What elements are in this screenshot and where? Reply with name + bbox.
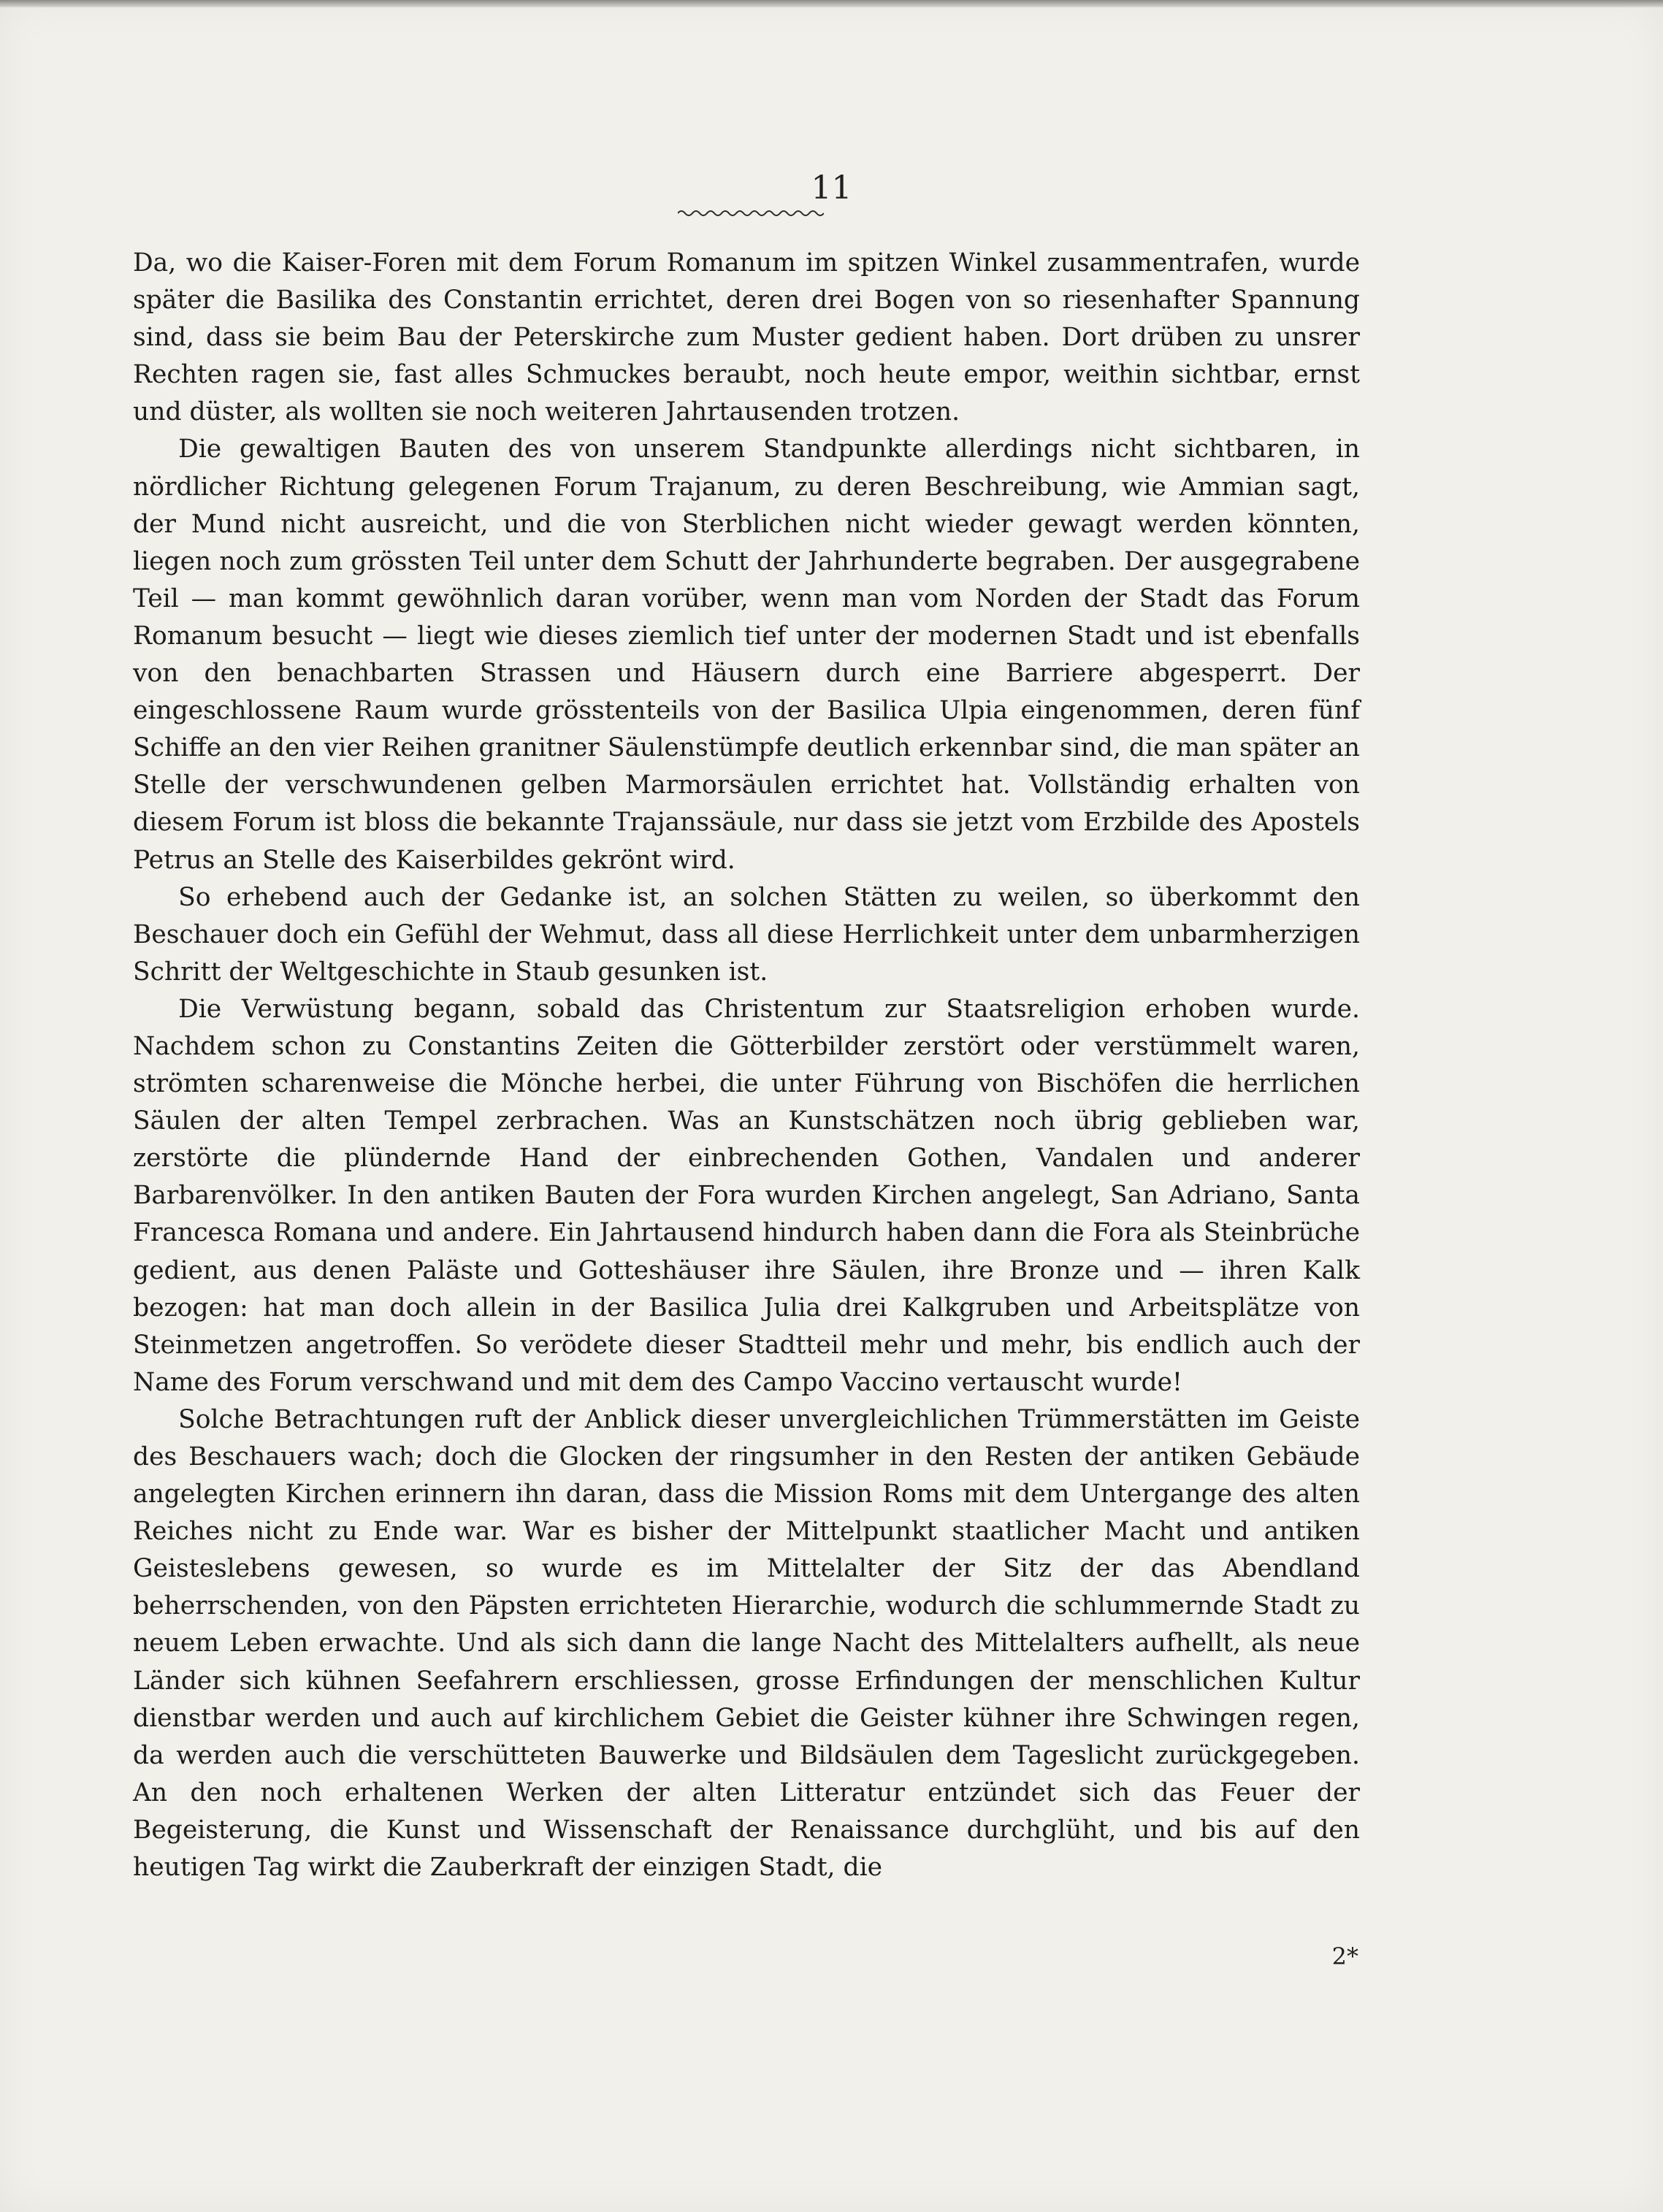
- page-number: 11: [811, 169, 852, 207]
- paragraph: Da, wo die Kaiser-Foren mit dem Forum Romanum im spitzen Winkel zusammentrafen, wurde später die Basilika des Constantin errichtet, deren drei Bogen von so riesenhafter Spannung sind, dass sie beim Bau der Peterskirche zum Muster gedient haben. Dort drüben zu unsrer Rechten ragen sie, fast alles Schmuckes beraubt, noch heute empor, weithin sichtbar, ernst und düster, als wollten sie noch weiteren Jahrtausenden trotzen.: [133, 248, 1360, 427]
- paragraph: So erhebend auch der Gedanke ist, an solchen Stätten zu weilen, so überkommt den Beschauer doch ein Gefühl der Wehmut, dass all diese Herrlichkeit unter dem unbarmherzigen Schritt der Weltgeschichte in Staub gesunken ist.: [133, 882, 1360, 987]
- page-top-edge: [0, 0, 1663, 7]
- paragraph: Die Verwüstung begann, sobald das Christentum zur Staatsreligion erhoben wurde. Nachdem schon zu Constantins Zeiten die Götterbilder zerstört oder verstümmelt waren, strömten scharenweise die Mönche herbei, die unter Führung von Bischöfen die herrlichen Säulen der alten Tempel zerbrachen. Was an Kunstschätzen noch übrig geblieben war, zerstörte die plündernde Hand der einbrechenden Gothen, Vandalen und anderer Barbarenvölker. In den antiken Bauten der Fora wurden Kirchen angelegt, San Adriano, Santa Francesca Romana und andere. Ein Jahrtausend hindurch haben dann die Fora als Steinbrüche gedient, aus denen Paläste und Gotteshäuser ihre Säulen, ihre Bronze und — ihren Kalk bezogen: hat man doch allein in der Basilica Julia drei Kalkgruben und Arbeitsplätze von Steinmetzen angetroffen. So verödete dieser Stadtteil mehr und mehr, bis endlich auch der Name des Forum verschwand und mit dem des Campo Vaccino vertauscht wurde!: [133, 994, 1360, 1397]
- printer-signature-mark: 2*: [1331, 1943, 1358, 1970]
- body-text: [133, 245, 1360, 1886]
- paragraph: Solche Betrachtungen ruft der Anblick dieser unvergleichlichen Trümmerstätten im Geiste des Beschauers wach; doch die Glocken der ringsumher in den Resten der antiken Gebäude angelegten Kirchen erinnern ihn daran, dass die Mission Roms mit dem Untergange des alten Reiches nicht zu Ende war. War es bisher der Mittelpunkt staatlicher Macht und antiken Geisteslebens gewesen, so wurde es im Mittelalter der Sitz der das Abendland beherrschenden, von den Päpsten errichteten Hierarchie, wodurch die schlummernde Stadt zu neuem Leben erwachte. Und als sich dann die lange Nacht des Mittelalters aufhellt, als neue Länder sich kühnen Seefahrern erschliessen, grosse Erfindungen der menschlichen Kultur dienstbar werden und auch auf kirchlichem Gebiet die Geister kühner ihre Schwingen regen, da werden auch die verschütteten Bauwerke und Bildsäulen dem Tageslicht zurückgegeben. An den noch erhaltenen Werken der alten Litteratur entzündet sich das Feuer der Begeisterung, die Kunst und Wissenschaft der Renaissance durchglüht, und bis auf den heutigen Tag wirkt die Zauberkraft der einzigen Stadt, die: [133, 1404, 1360, 1883]
- wavy-ornament-icon: [678, 207, 824, 219]
- paragraph: Die gewaltigen Bauten des von unserem Standpunkte allerdings nicht sichtbaren, in nördlicher Richtung gelegenen Forum Trajanum, zu deren Beschreibung, wie Ammian sagt, der Mund nicht ausreicht, und die von Sterblichen nicht wieder gewagt werden könnten, liegen noch zum grössten Teil unter dem Schutt der Jahrhunderte begraben. Der ausgegrabene Teil — man kommt gewöhnlich daran vorüber, wenn man vom Norden der Stadt das Forum Romanum besucht — liegt wie dieses ziemlich tief unter der modernen Stadt und ist ebenfalls von den benachbarten Strassen und Häusern durch eine Barriere abgesperrt. Der eingeschlossene Raum wurde grösstenteils von der Basilica Ulpia eingenommen, deren fünf Schiffe an den vier Reihen granitner Säulenstümpfe deutlich erkennbar sind, die man später an Stelle der verschwundenen gelben Marmorsäulen errichtet hat. Vollständig erhalten von diesem Forum ist bloss die bekannte Trajanssäule, nur dass sie jetzt vom Erzbilde des Apostels Petrus an Stelle des Kaiserbildes gekrönt wird.: [133, 435, 1360, 875]
